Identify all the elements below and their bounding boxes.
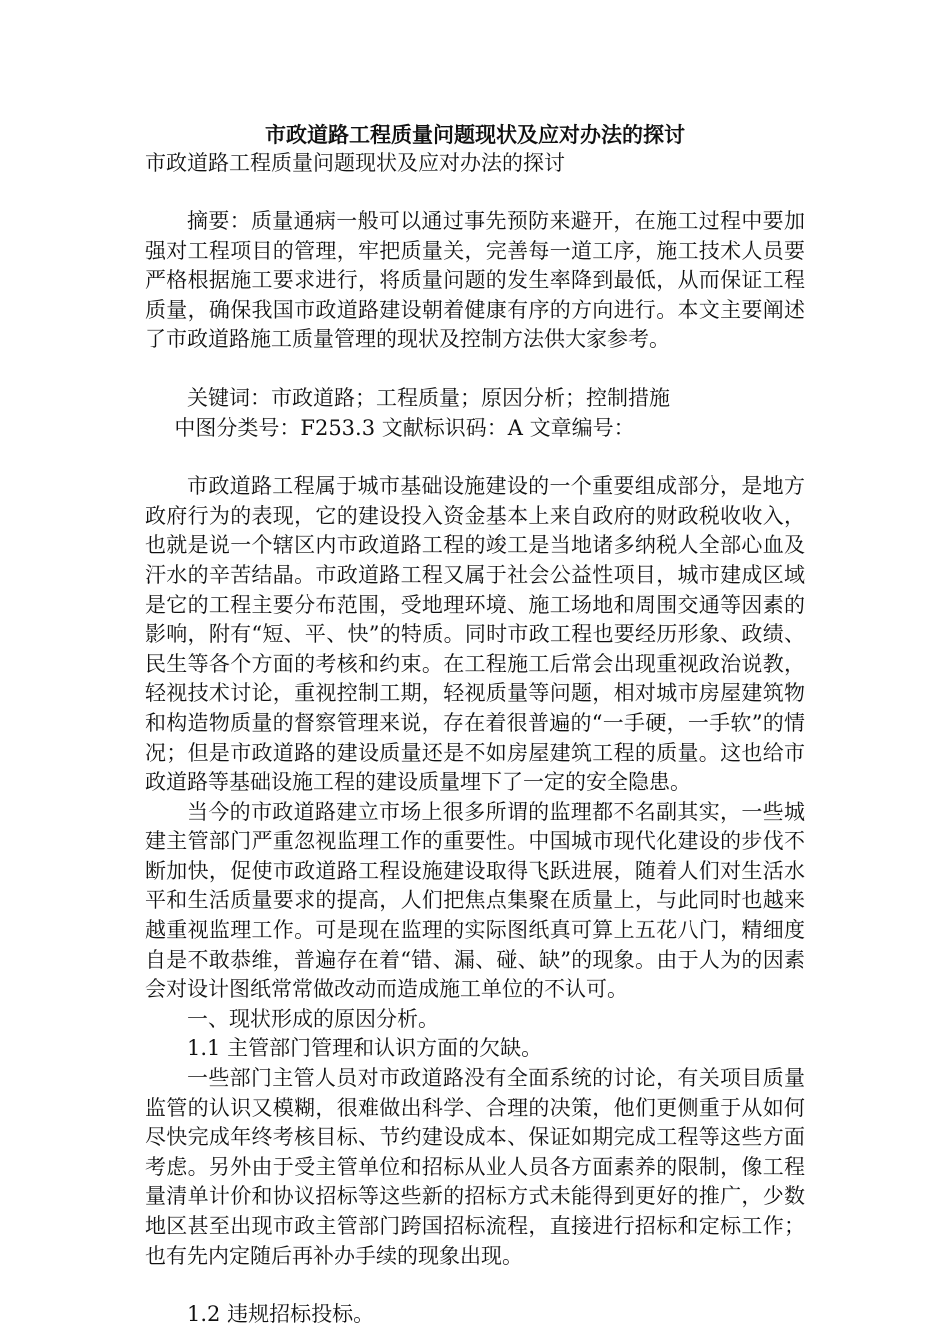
document-title: 市政道路工程质量问题现状及应对办法的探讨 [265, 122, 685, 147]
keywords-line: 关键词：市政道路；工程质量；原因分析；控制措施 [187, 385, 670, 410]
spacer [145, 355, 805, 384]
abstract-paragraph: 摘要：质量通病一般可以通过事先预防来避开，在施工过程中要加强对工程项目的管理，牢把质量关，完善每一道工序，施工技术人员要严格根据施工要求进行，将质量问题的发生率降到最低，从而保证工程质量，确保我国市政道路建设朝着健康有序的方向进行。本文主要阐述了市政道路施工质量管理的现状及控制方法供大家参考。 [145, 209, 805, 352]
document-subtitle: 市政道路工程质量问题现状及应对办法的探讨 [145, 151, 565, 175]
spacer [145, 178, 805, 207]
section-heading: 一、现状形成的原因分析。 [187, 1006, 439, 1031]
spacer [145, 443, 805, 472]
classification-line: 中图分类号：F253.3 文献标识码：A 文章编号： [174, 415, 635, 440]
subsection-heading: 1.1 主管部门管理和认识方面的欠缺。 [187, 1036, 543, 1061]
body-paragraph: 当今的市政道路建立市场上很多所谓的监理都不名副其实，一些城建主管部门严重忽视监理工作的重要性。中国城市现代化建设的步伐不断加快，促使市政道路工程设施建设取得飞跃进展，随着人们对生活水平和生活质量要求的提高，人们把焦点集聚在质量上，与此同时也越来越重视监理工作。可是现在监理的实际图纸真可算上五花八门，精细度自是不敢恭维，普遍存在着“错、漏、碰、缺”的现象。由于人为的因素会对设计图纸常常做改动而造成施工单位的不认可。 [145, 799, 805, 1002]
document-page [145, 120, 805, 1330]
body-paragraph: 一些部门主管人员对市政道路没有全面系统的讨论，有关项目质量监管的认识又模糊，很难做出科学、合理的决策，他们更侧重于从如何尽快完成年终考核目标、节约建设成本、保证如期完成工程等这些方面考虑。另外由于受主管单位和招标从业人员各方面素养的限制，像工程量清单计价和协议招标等这些新的招标方式未能得到更好的推广，少数地区甚至出现市政主管部门跨国招标流程，直接进行招标和定标工作；也有先内定随后再补办手续的现象出现。 [145, 1066, 805, 1268]
spacer [145, 1271, 805, 1300]
body-paragraph: 市政道路工程属于城市基础设施建设的一个重要组成部分，是地方政府行为的表现，它的建设投入资金基本上来自政府的财政税收收入，也就是说一个辖区内市政道路工程的竣工是当地诸多纳税人全部心血及汗水的辛苦结晶。市政道路工程又属于社会公益性项目，城市建成区域是它的工程主要分布范围，受地理环境、施工场地和周围交通等因素的影响，附有“短、平、快”的特质。同时市政工程也要经历形象、政绩、民生等各个方面的考核和约束。在工程施工后常会出现重视政治说教，轻视技术讨论，重视控制工期，轻视质量等问题，相对城市房屋建筑物和构造物质量的督察管理来说，存在着很普遍的“一手硬，一手软”的情况；但是市政道路的建设质量还是不如房屋建筑工程的质量。这也给市政道路等基础设施工程的建设质量埋下了一定的安全隐患。 [145, 474, 805, 795]
subsection-heading: 1.2 违规招标投标。 [187, 1302, 375, 1327]
